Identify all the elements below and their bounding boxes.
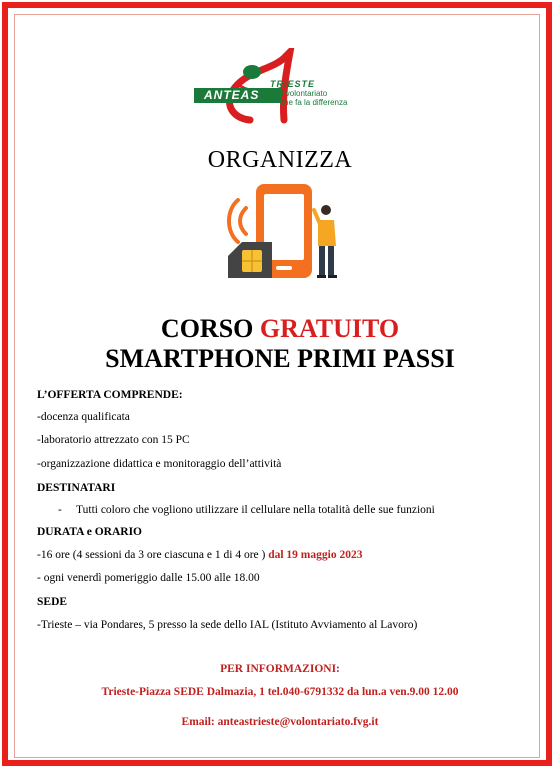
destinatari-text: Tutti coloro che vogliono utilizzare il cellulare nella totalità delle sue funzioni <box>76 504 435 516</box>
anteas-logo <box>190 48 380 128</box>
informazioni-email[interactable]: Email: anteastrieste@volontariato.fvg.it <box>181 716 379 728</box>
logo-tagline-1: il volontariato <box>280 89 328 98</box>
durata-line1-text: -16 ore (4 sessioni da 3 ore ciascuna e 1 di 4 ore ) <box>37 549 269 561</box>
destinatari-heading: DESTINATARI <box>37 482 116 494</box>
durata-line2: - ogni venerdì pomeriggio dalle 15.00 alle 18.00 <box>37 572 260 584</box>
course-title-prefix: CORSO <box>160 314 260 343</box>
offerta-item-1: -docenza qualificata <box>37 411 130 423</box>
course-title-line1 <box>0 314 560 344</box>
offerta-item-2: -laboratorio attrezzato con 15 PC <box>37 434 190 446</box>
offerta-item-3: -organizzazione didattica e monitoraggio dell’attività <box>37 458 282 470</box>
logo-brand-text: ANTEAS <box>204 88 260 102</box>
durata-heading: DURATA e ORARIO <box>37 526 142 538</box>
informazioni-contact: Trieste-Piazza SEDE Dalmazia, 1 tel.040-6791332 da lun.a ven.9.00 12.00 <box>101 686 459 698</box>
sede-heading: SEDE <box>37 596 68 608</box>
course-title-line2: SMARTPHONE PRIMI PASSI <box>105 344 455 373</box>
course-title-gratuito: GRATUITO <box>259 314 400 343</box>
durata-start-date: dal 19 maggio 2023 <box>268 549 363 561</box>
smartphone-illustration-icon <box>218 180 348 282</box>
organizza-heading: ORGANIZZA <box>207 147 353 173</box>
durata-line1 <box>37 549 362 561</box>
destinatari-bullet: - <box>58 504 62 516</box>
offerta-heading: L’OFFERTA COMPRENDE: <box>37 389 183 401</box>
logo-city-text: TRIESTE <box>270 79 316 89</box>
informazioni-heading: PER INFORMAZIONI: <box>220 663 340 675</box>
logo-tagline-2: che fa la differenza <box>280 98 348 107</box>
sede-text: -Trieste – via Pondares, 5 presso la sede dello IAL (Istituto Avviamento al Lavoro) <box>37 619 418 631</box>
